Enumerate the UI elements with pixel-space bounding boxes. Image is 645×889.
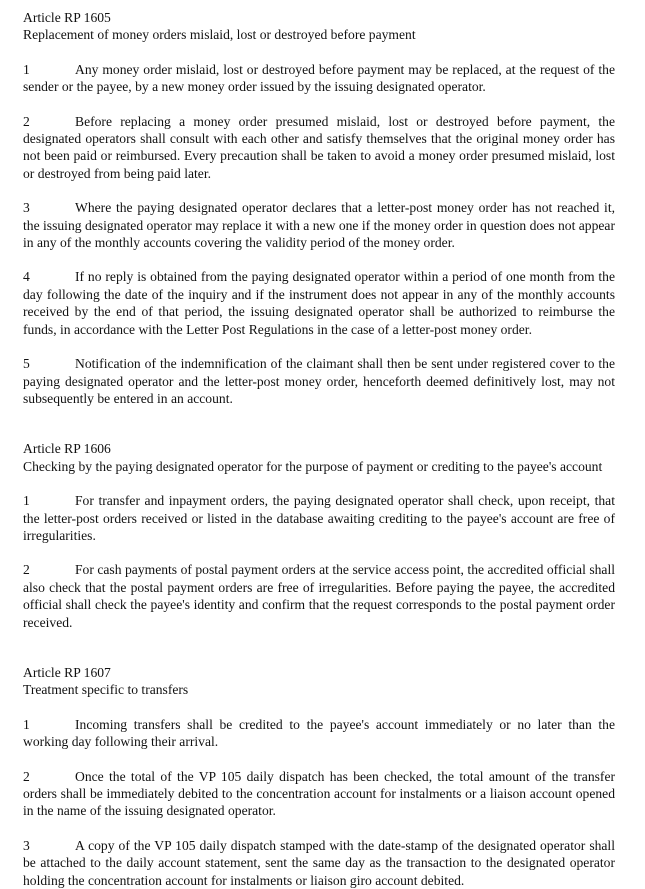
- paragraph-number: 1: [23, 493, 30, 509]
- paragraph-text: Before replacing a money order presumed mislaid, lost or destroyed before payment, the designated operators shall consult with each other and satisfy themselves that the original money order has not been paid or reimbursed. Every precaution shall be taken to avoid a money order presumed mislaid, lost or destroyed from being paid later.: [23, 113, 615, 181]
- paragraph-number: 4: [23, 269, 30, 285]
- paragraph-text: Incoming transfers shall be credited to the payee's account immediately or no later than the working day following their arrival.: [23, 716, 615, 750]
- paragraph-number: 5: [23, 356, 30, 372]
- paragraph-number: 3: [23, 200, 30, 216]
- paragraph: [23, 199, 615, 251]
- paragraph: [23, 561, 615, 631]
- article-rp-1605: [23, 9, 615, 407]
- article-number: Article RP 1607: [23, 664, 111, 680]
- paragraph: [23, 113, 615, 183]
- paragraph-text: Notification of the indemnification of the claimant shall then be sent under registered cover to the paying designated operator and the letter-post money order, henceforth deemed definitively lost, may not subsequently be entered in an account.: [23, 356, 615, 406]
- paragraph-text: If no reply is obtained from the paying designated operator within a period of one month from the day following the date of the inquiry and if the instrument does not appear in any of the monthly accounts received by the end of that period, the issuing designated operator shall be authorized to reimburse the funds, in accordance with the Letter Post Regulations in the case of a letter-post money order.: [23, 269, 615, 337]
- article-header: [23, 9, 615, 44]
- paragraph: [23, 355, 615, 407]
- paragraph: [23, 268, 615, 338]
- paragraph: [23, 61, 615, 96]
- paragraph-number: 2: [23, 113, 30, 129]
- paragraph: [23, 492, 615, 544]
- paragraph-number: 1: [23, 61, 30, 77]
- article-number: Article RP 1606: [23, 441, 111, 457]
- paragraph-number: 2: [23, 562, 30, 578]
- article-title: Replacement of money orders mislaid, lost or destroyed before payment: [23, 27, 416, 43]
- paragraph: [23, 768, 615, 820]
- article-rp-1607: [23, 664, 615, 889]
- paragraph-text: Where the paying designated operator declares that a letter-post money order has not reached it, the issuing designated operator may replace it with a new one if the money order in question does not appear in any of the monthly accounts covering the validity period of the money order.: [23, 200, 615, 251]
- paragraph-number: 3: [23, 837, 30, 853]
- paragraph-text: For transfer and inpayment orders, the paying designated operator shall check, upon receipt, that the letter-post orders received or listed in the database awaiting crediting to the payee's account are free of irregularities.: [23, 493, 615, 543]
- paragraph: [23, 837, 615, 889]
- article-title: Treatment specific to transfers: [23, 682, 189, 698]
- paragraph-text: Once the total of the VP 105 daily dispatch has been checked, the total amount of the transfer orders shall be immediately debited to the concentration account for instalments or a liaison account opened in the name of the issuing designated operator.: [23, 768, 615, 819]
- paragraph-number: 2: [23, 768, 30, 784]
- article-header: [23, 664, 615, 699]
- paragraph-text: For cash payments of postal payment orders at the service access point, the accredited official shall also check that the postal payment orders are free of irregularities. Before paying the payee, the accredited official shall check the payee's identity and confirm that the request corresponds to the postal payment order received.: [23, 562, 615, 630]
- paragraph-number: 1: [23, 716, 30, 732]
- paragraph: [23, 716, 615, 751]
- article-number: Article RP 1605: [23, 10, 111, 25]
- article-title: Checking by the paying designated operator for the purpose of payment or crediting to the payee's account: [23, 458, 603, 474]
- article-rp-1606: [23, 440, 615, 631]
- article-header: [23, 440, 615, 475]
- paragraph-text: Any money order mislaid, lost or destroyed before payment may be replaced, at the request of the sender or the payee, by a new money order issued by the issuing designated operator.: [23, 61, 615, 95]
- paragraph-text: A copy of the VP 105 daily dispatch stamped with the date-stamp of the designated operator shall be attached to the daily account statement, sent the same day as the transaction to the designated operator holding the concentration account for instalments or liaison giro account debited.: [23, 837, 615, 888]
